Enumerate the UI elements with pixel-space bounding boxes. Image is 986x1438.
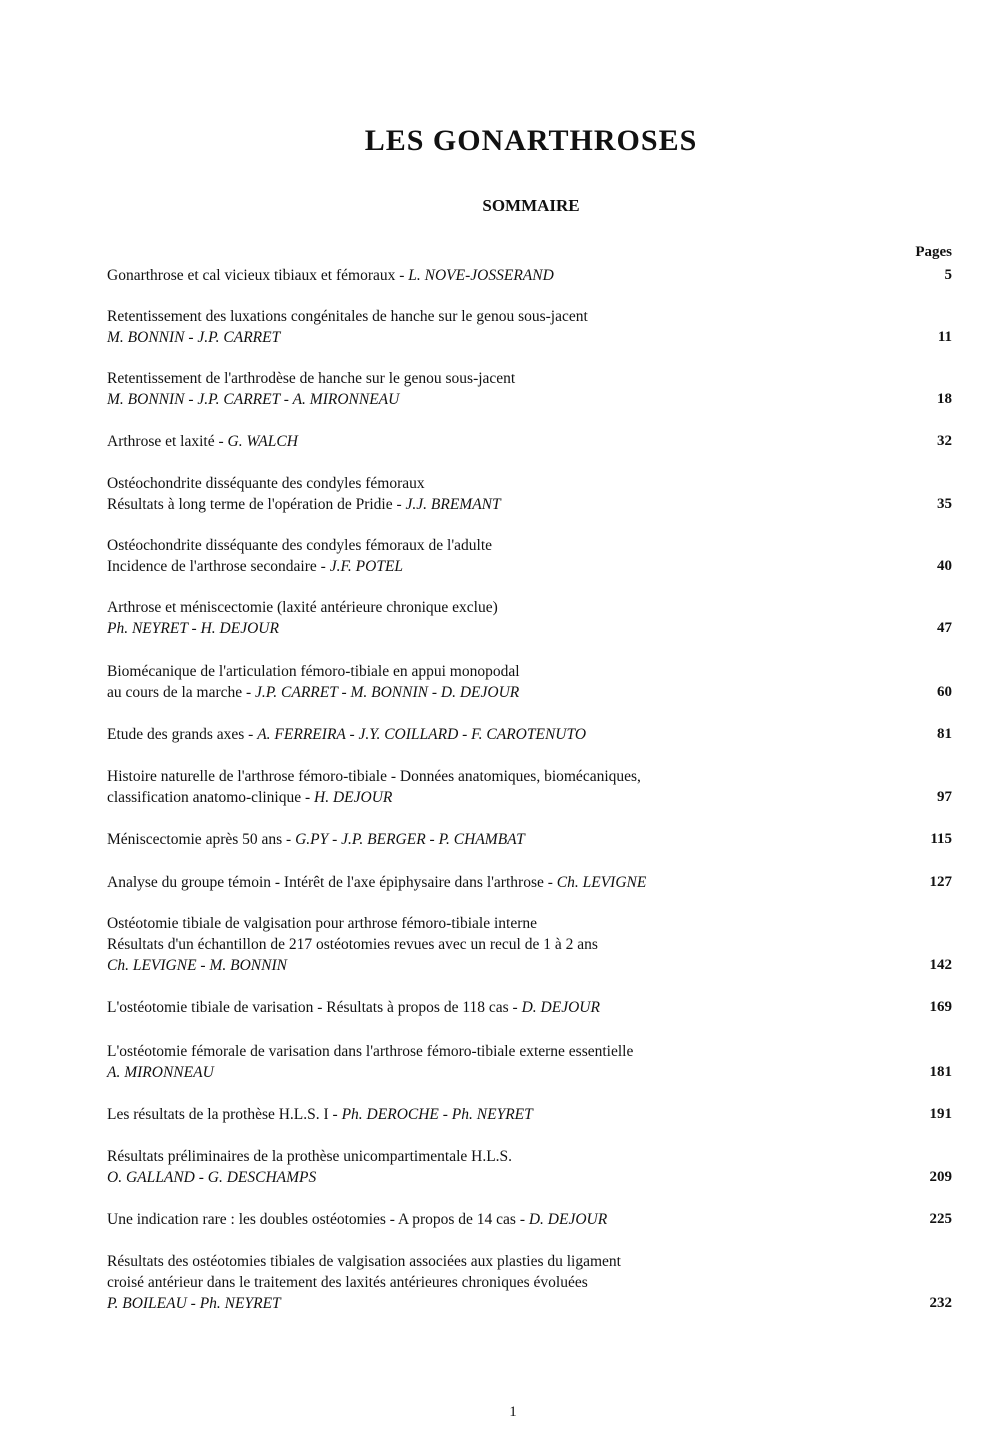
toc-entry-title: Analyse du groupe témoin - Intérêt de l'axe épiphysaire dans l'arthrose -	[107, 874, 557, 891]
toc-entry-authors: O. GALLAND - G. DESCHAMPS	[107, 1169, 317, 1186]
toc-entry-page-number: 60	[937, 684, 952, 700]
toc-entry-line	[107, 913, 952, 934]
page-subtitle: SOMMAIRE	[482, 196, 580, 215]
toc-entry-page-number: 32	[937, 433, 952, 449]
toc-entry-authors: M. BONNIN - J.P. CARRET	[107, 329, 281, 346]
toc-entry-title: Arthrose et méniscectomie (laxité antérieure chronique exclue)	[107, 599, 498, 616]
toc-entry-title: Arthrose et laxité -	[107, 433, 228, 450]
toc-entry-authors: J.J. BREMANT	[405, 496, 501, 513]
toc-entry-title: classification anatomo-clinique -	[107, 789, 315, 806]
toc-entry-line	[107, 368, 952, 389]
toc-entry-line	[107, 556, 952, 577]
toc-entry-title: L'ostéotomie fémorale de varisation dans l'arthrose fémoro-tibiale externe essentielle	[107, 1043, 634, 1060]
toc-entry-line	[107, 829, 952, 850]
toc-entry	[107, 1146, 952, 1188]
toc-entry-page-number: 181	[929, 1064, 952, 1080]
toc-entry-page-number: 47	[937, 620, 952, 636]
toc-entry-title: Histoire naturelle de l'arthrose fémoro-tibiale - Données anatomiques, biomécaniques,	[107, 768, 641, 785]
toc-entry-line	[107, 661, 952, 682]
toc-entry-line	[107, 724, 952, 745]
toc-entry-title: Ostéochondrite disséquante des condyles fémoraux de l'adulte	[107, 537, 493, 554]
toc-entry-page-number: 81	[937, 726, 952, 742]
toc-entry-page-number: 35	[937, 496, 952, 512]
toc-entry-page-number: 142	[929, 957, 952, 973]
toc-entry-line	[107, 955, 952, 976]
toc-entry	[107, 724, 952, 745]
toc-entry-line	[107, 682, 952, 703]
toc-entry	[107, 1104, 952, 1125]
toc-entry-title: L'ostéotomie tibiale de varisation - Résultats à propos de 118 cas -	[107, 999, 522, 1016]
toc-entry-line	[107, 1062, 952, 1083]
toc-entry	[107, 1209, 952, 1230]
toc-entry-title: Ostéotomie tibiale de valgisation pour arthrose fémoro-tibiale interne	[107, 915, 537, 932]
toc-entry	[107, 265, 952, 286]
toc-entry-authors: Ph. DEROCHE - Ph. NEYRET	[341, 1106, 533, 1123]
toc-entry-line	[107, 1167, 952, 1188]
toc-entry-line	[107, 535, 952, 556]
toc-entry-title: Gonarthrose et cal vicieux tibiaux et fémoraux -	[107, 267, 409, 284]
toc-entry-line	[107, 473, 952, 494]
toc-entry-authors: G.PY - J.P. BERGER - P. CHAMBAT	[295, 831, 525, 848]
pages-column-header: Pages	[915, 244, 952, 260]
toc-entry-line	[107, 618, 952, 639]
toc-entry-page-number: 191	[929, 1106, 952, 1122]
toc-entry-title: Retentissement des luxations congénitales de hanche sur le genou sous-jacent	[107, 308, 588, 325]
toc-entry-line	[107, 306, 952, 327]
toc-entry-authors: Ch. LEVIGNE	[556, 874, 647, 891]
toc-entry-authors: Ph. NEYRET - H. DEJOUR	[107, 620, 279, 637]
toc-entry-page-number: 115	[930, 831, 952, 847]
toc-entry-authors: H. DEJOUR	[314, 789, 393, 806]
toc-entry-authors: P. BOILEAU - Ph. NEYRET	[107, 1295, 281, 1312]
toc-entry-title: Résultats des ostéotomies tibiales de valgisation associées aux plasties du ligament	[107, 1253, 621, 1270]
toc-entry-page-number: 40	[937, 558, 952, 574]
toc-entry-line	[107, 787, 952, 808]
page-number: 1	[509, 1404, 517, 1420]
toc-entry-authors: Ch. LEVIGNE - M. BONNIN	[107, 957, 287, 974]
toc-entry-title: Etude des grands axes -	[107, 726, 258, 743]
toc-entry-line	[107, 1293, 952, 1314]
toc-entry	[107, 535, 952, 577]
toc-entry-title: Méniscectomie après 50 ans -	[107, 831, 296, 848]
toc-entry-title: Retentissement de l'arthrodèse de hanche sur le genou sous-jacent	[107, 370, 516, 387]
toc-entry	[107, 913, 952, 976]
toc-entry-title: croisé antérieur dans le traitement des laxités antérieures chroniques évoluées	[107, 1274, 588, 1291]
toc-entry-authors: J.P. CARRET - M. BONNIN - D. DEJOUR	[255, 684, 520, 701]
toc-entry-title: au cours de la marche -	[107, 684, 256, 701]
toc-entry-title: Incidence de l'arthrose secondaire -	[107, 558, 330, 575]
toc-entry	[107, 829, 952, 850]
toc-entry-page-number: 5	[944, 267, 952, 283]
toc-entry-line	[107, 1041, 952, 1062]
toc-entry-page-number: 169	[929, 999, 952, 1015]
toc-entry-authors: D. DEJOUR	[528, 1211, 608, 1228]
toc-entry	[107, 368, 952, 410]
toc-entry-title: Biomécanique de l'articulation fémoro-tibiale en appui monopodal	[107, 663, 520, 680]
toc-entry	[107, 431, 952, 452]
toc-entry	[107, 997, 952, 1018]
toc-entry-title: Ostéochondrite disséquante des condyles fémoraux	[107, 475, 425, 492]
toc-entry-authors: M. BONNIN - J.P. CARRET - A. MIRONNEAU	[107, 391, 400, 408]
toc-entry	[107, 766, 952, 808]
toc-entry-line	[107, 934, 952, 955]
toc-entry-title: Résultats d'un échantillon de 217 ostéotomies revues avec un recul de 1 à 2 ans	[107, 936, 598, 953]
toc-entry	[107, 473, 952, 515]
toc-entry-title: Les résultats de la prothèse H.L.S. I -	[107, 1106, 342, 1123]
toc-entry-line	[107, 872, 952, 893]
toc-entry-line	[107, 1272, 952, 1293]
toc-entry-line	[107, 1209, 952, 1230]
toc-entry-line	[107, 1104, 952, 1125]
toc-entry	[107, 597, 952, 639]
toc-entry	[107, 661, 952, 703]
toc-entry-title: Une indication rare : les doubles ostéotomies - A propos de 14 cas -	[107, 1211, 529, 1228]
toc-entry-line	[107, 1146, 952, 1167]
toc-entry-title: Résultats préliminaires de la prothèse unicompartimentale H.L.S.	[107, 1148, 513, 1165]
toc-entry-title: Résultats à long terme de l'opération de Pridie -	[107, 496, 406, 513]
toc-entry-line	[107, 327, 952, 348]
toc-entry-authors: D. DEJOUR	[521, 999, 600, 1016]
toc-entry-line	[107, 597, 952, 618]
toc-entry-line	[107, 265, 952, 286]
toc-entry-page-number: 11	[937, 329, 952, 345]
toc-entry-page-number: 209	[929, 1169, 952, 1185]
toc-entry	[107, 1251, 952, 1314]
toc-entry-line	[107, 1251, 952, 1272]
toc-entry	[107, 306, 952, 348]
toc-entry-authors: L. NOVE-JOSSERAND	[408, 267, 554, 284]
toc-entry	[107, 1041, 952, 1083]
toc-entry-line	[107, 766, 952, 787]
toc-entry-authors: J.F. POTEL	[329, 558, 404, 575]
toc-entry-line	[107, 494, 952, 515]
toc-entry-line	[107, 389, 952, 410]
toc-entry	[107, 872, 952, 893]
toc-entry-line	[107, 997, 952, 1018]
toc-entry-line	[107, 431, 952, 452]
toc-entry-page-number: 97	[937, 789, 952, 805]
toc-entry-authors: G. WALCH	[227, 433, 298, 450]
toc-entry-page-number: 127	[929, 874, 952, 890]
toc-entry-authors: A. FERREIRA - J.Y. COILLARD - F. CAROTENUTO	[257, 726, 587, 743]
toc-entry-page-number: 232	[929, 1295, 952, 1311]
page-title: LES GONARTHROSES	[364, 124, 698, 157]
toc-entry-page-number: 18	[937, 391, 952, 407]
toc-entry-authors: A. MIRONNEAU	[107, 1064, 214, 1081]
toc-entry-page-number: 225	[929, 1211, 952, 1227]
